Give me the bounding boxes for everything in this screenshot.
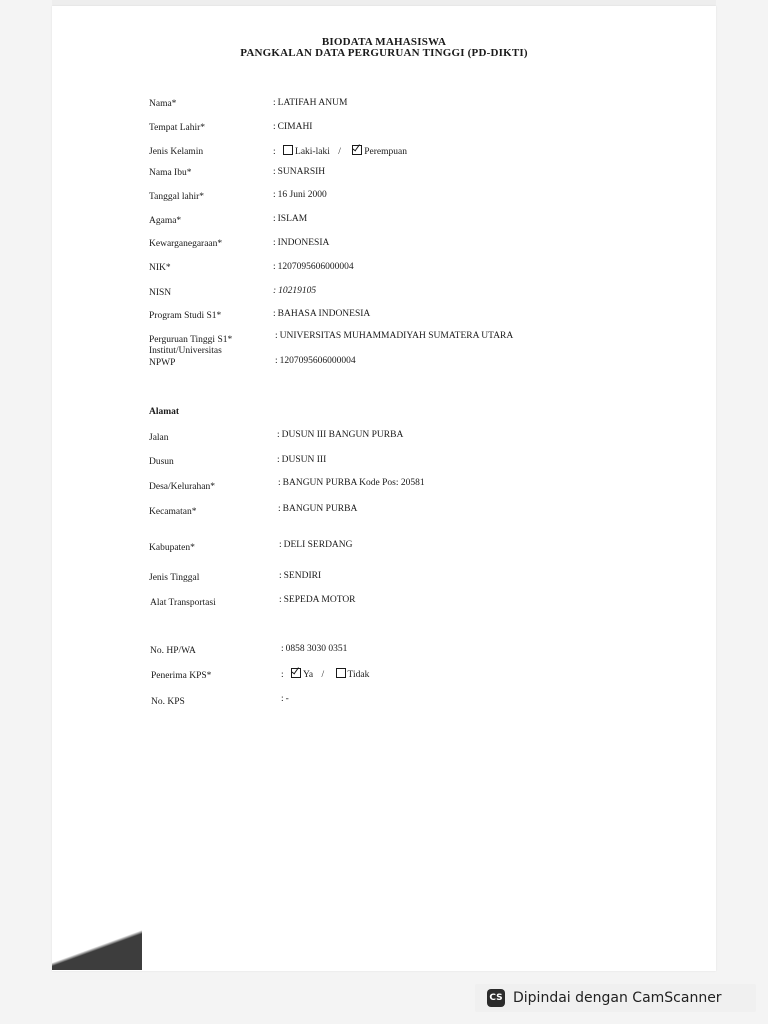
- label-nisn: NISN: [149, 288, 172, 298]
- value-jenis-tinggal: : SENDIRI: [279, 571, 322, 581]
- label-tanggal-lahir: Tanggal lahir*: [149, 192, 204, 202]
- document-title: BIODATA MAHASISWA: [321, 36, 447, 48]
- value-agama: : ISLAM: [273, 214, 308, 224]
- value-kecamatan: : BANGUN PURBA: [278, 504, 358, 514]
- checkbox-tidak[interactable]: [336, 668, 346, 678]
- label-perguruan-tinggi: Perguruan Tinggi S1*: [149, 335, 233, 345]
- value-jalan: : DUSUN III BANGUN PURBA: [277, 430, 404, 440]
- option-tidak: Tidak: [347, 670, 370, 680]
- value-kabupaten: : DELI SERDANG: [279, 540, 353, 550]
- value-kewarganegaraan: : INDONESIA: [273, 238, 330, 248]
- label-desa-kelurahan: Desa/Kelurahan*: [149, 482, 215, 492]
- label-program-studi: Program Studi S1*: [149, 311, 222, 321]
- label-tempat-lahir: Tempat Lahir*: [149, 123, 206, 133]
- label-kewarganegaraan: Kewarganegaraan*: [149, 239, 223, 249]
- value-nama-ibu: : SUNARSIH: [273, 167, 326, 177]
- label-institut-universitas: Institut/Universitas: [149, 346, 222, 356]
- value-jenis-kelamin: : Laki-laki / Perempuan: [273, 147, 407, 157]
- camscanner-watermark: [475, 984, 756, 1012]
- label-no-kps: No. KPS: [151, 697, 185, 707]
- label-npwp: NPWP: [149, 358, 176, 368]
- value-tanggal-lahir: : 16 Juni 2000: [273, 190, 327, 200]
- label-penerima-kps: Penerima KPS*: [151, 671, 212, 681]
- value-alat-transportasi: : SEPEDA MOTOR: [279, 595, 356, 605]
- label-jenis-tinggal: Jenis Tinggal: [149, 573, 200, 583]
- value-nisn: : 10219105: [273, 286, 317, 296]
- label-kecamatan: Kecamatan*: [149, 507, 197, 517]
- label-jenis-kelamin: Jenis Kelamin: [149, 147, 204, 157]
- value-tempat-lahir: : CIMAHI: [273, 122, 313, 132]
- value-no-hp: : 0858 3030 0351: [281, 644, 348, 654]
- option-ya: Ya: [303, 670, 314, 680]
- label-nik: NIK*: [149, 263, 171, 273]
- label-dusun: Dusun: [149, 457, 174, 467]
- checkbox-ya[interactable]: [291, 668, 301, 678]
- value-program-studi: : BAHASA INDONESIA: [273, 309, 371, 319]
- label-nama-ibu: Nama Ibu*: [149, 168, 192, 178]
- camscanner-logo-icon: CS: [487, 989, 505, 1007]
- page-curl-shadow: [52, 930, 142, 970]
- label-jalan: Jalan: [149, 433, 169, 443]
- value-nik: : 1207095606000004: [273, 262, 354, 272]
- value-penerima-kps: : Ya / Tidak: [281, 670, 370, 680]
- label-no-hp: No. HP/WA: [150, 646, 196, 656]
- label-alat-transportasi: Alat Transportasi: [150, 598, 216, 608]
- value-npwp: : 1207095606000004: [275, 356, 356, 366]
- value-nama: : LATIFAH ANUM: [273, 98, 348, 108]
- label-nama: Nama*: [149, 99, 177, 109]
- value-perguruan-tinggi: : UNIVERSITAS MUHAMMADIYAH SUMATERA UTARA: [275, 331, 514, 341]
- value-desa-kelurahan: : BANGUN PURBA Kode Pos: 20581: [278, 478, 425, 488]
- section-alamat: Alamat: [149, 407, 180, 417]
- value-no-kps: : -: [281, 694, 289, 704]
- label-agama: Agama*: [149, 216, 182, 226]
- checkbox-laki-laki[interactable]: [283, 145, 293, 155]
- label-kabupaten: Kabupaten*: [149, 543, 195, 553]
- camscanner-text: Dipindai dengan CamScanner: [513, 990, 722, 1006]
- value-dusun: : DUSUN III: [277, 455, 327, 465]
- option-perempuan: Perempuan: [364, 147, 407, 157]
- option-laki-laki: Laki-laki: [295, 147, 330, 157]
- document-subtitle: PANGKALAN DATA PERGURUAN TINGGI (PD-DIKTI): [240, 47, 528, 59]
- checkbox-perempuan[interactable]: [352, 145, 362, 155]
